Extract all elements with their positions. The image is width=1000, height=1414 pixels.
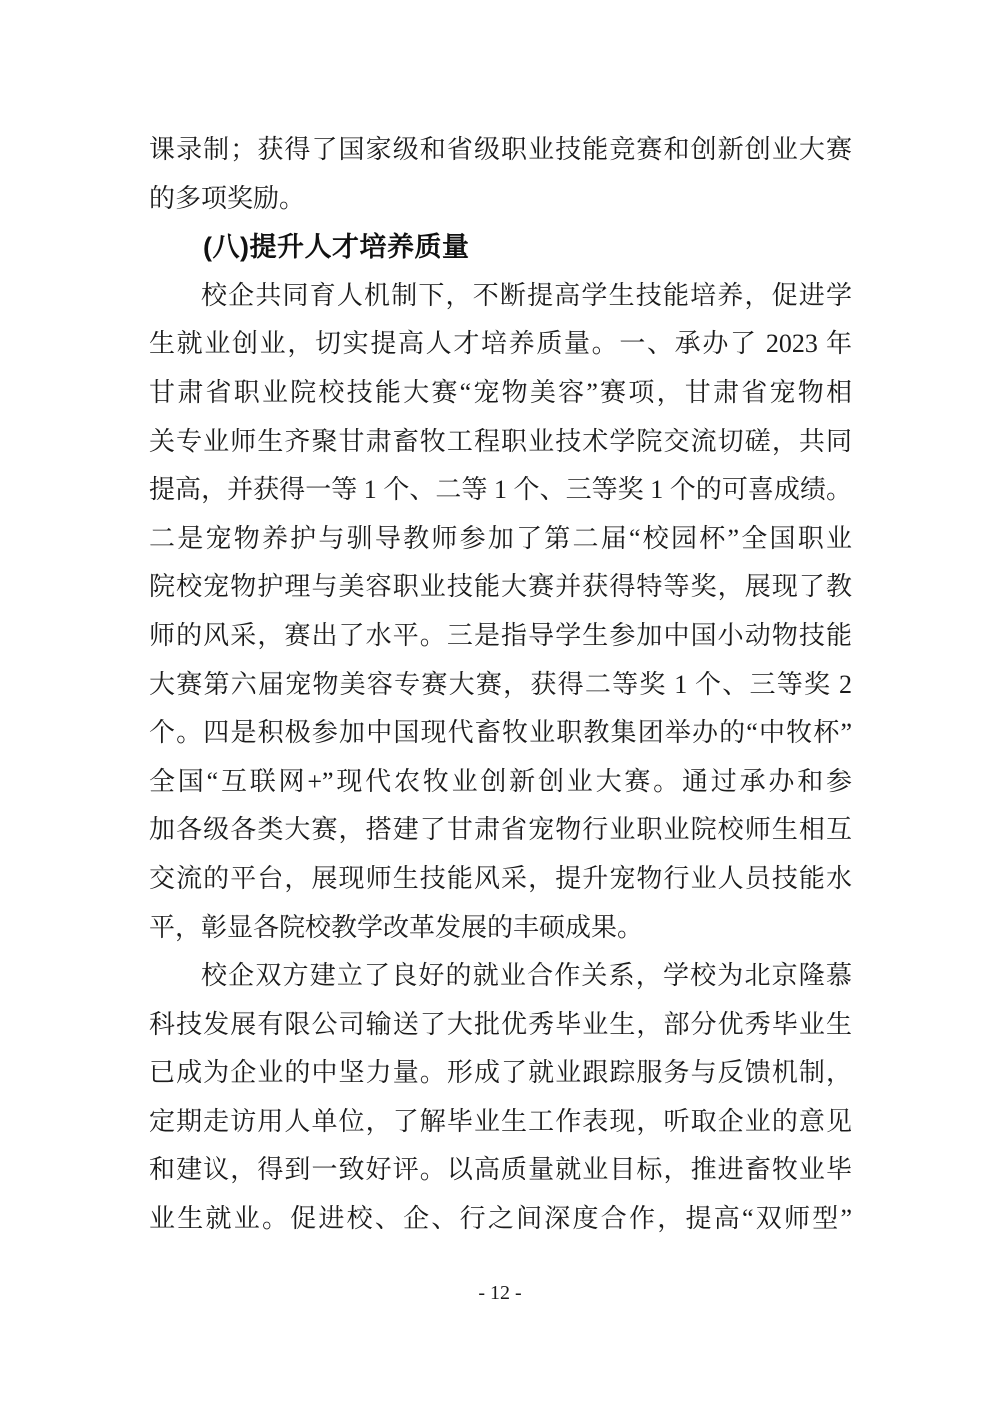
text-line: 甘肃省职业院校技能大赛“宠物美容”赛项，甘肃省宠物相	[149, 377, 852, 407]
text-line: 全国“互联网+”现代农牧业创新创业大赛。通过承办和参	[149, 766, 852, 796]
text-line: 生就业创业，切实提高人才培养质量。一、承办了 2023 年	[149, 329, 852, 359]
text-line: 和建议，得到一致好评。以高质量就业目标，推进畜牧业毕	[149, 1155, 852, 1185]
text-line: 课录制；获得了国家级和省级职业技能竞赛和创新创业大赛	[149, 135, 852, 164]
text-line: 定期走访用人单位，了解毕业生工作表现，听取企业的意见	[149, 1106, 852, 1136]
text-line: 的多项奖励。	[149, 183, 306, 213]
text-line: 大赛第六届宠物美容专赛大赛，获得二等奖 1 个、三等奖 2	[149, 669, 852, 699]
text-line: 师的风采，赛出了水平。三是指导学生参加中国小动物技能	[149, 620, 852, 650]
text-line: 业生就业。促进校、企、行之间深度合作，提高“双师型”	[149, 1204, 852, 1234]
text-line: 关专业师生齐聚甘肃畜牧工程职业技术学院交流切磋，共同	[149, 426, 852, 456]
text-line: 个。四是积极参加中国现代畜牧业职教集团举办的“中牧杯”	[149, 718, 852, 748]
section-heading: (八)提升人才培养质量	[203, 232, 470, 263]
page-number: - 12 -	[478, 1282, 522, 1304]
text-line: 已成为企业的中坚力量。形成了就业跟踪服务与反馈机制，	[149, 1058, 852, 1088]
text-line: 平，彰显各院校教学改革发展的丰硕成果。	[149, 912, 644, 942]
text-line: 院校宠物护理与美容职业技能大赛并获得特等奖，展现了教	[149, 572, 852, 602]
text-line: 科技发展有限公司输送了大批优秀毕业生，部分优秀毕业生	[149, 1009, 852, 1039]
text-line: 二是宠物养护与驯导教师参加了第二届“校园杯”全国职业	[149, 523, 852, 553]
text-line: 校企共同育人机制下，不断提高学生技能培养，促进学	[201, 280, 852, 310]
text-line: 加各级各类大赛，搭建了甘肃省宠物行业职业院校师生相互	[149, 815, 852, 845]
text-line: 交流的平台，展现师生技能风采，提升宠物行业人员技能水	[149, 863, 852, 893]
text-line: 提高，并获得一等 1 个、二等 1 个、三等奖 1 个的可喜成绩。	[149, 475, 852, 505]
document-body	[149, 126, 852, 1244]
text-line: 校企双方建立了良好的就业合作关系，学校为北京隆慕	[201, 961, 852, 991]
